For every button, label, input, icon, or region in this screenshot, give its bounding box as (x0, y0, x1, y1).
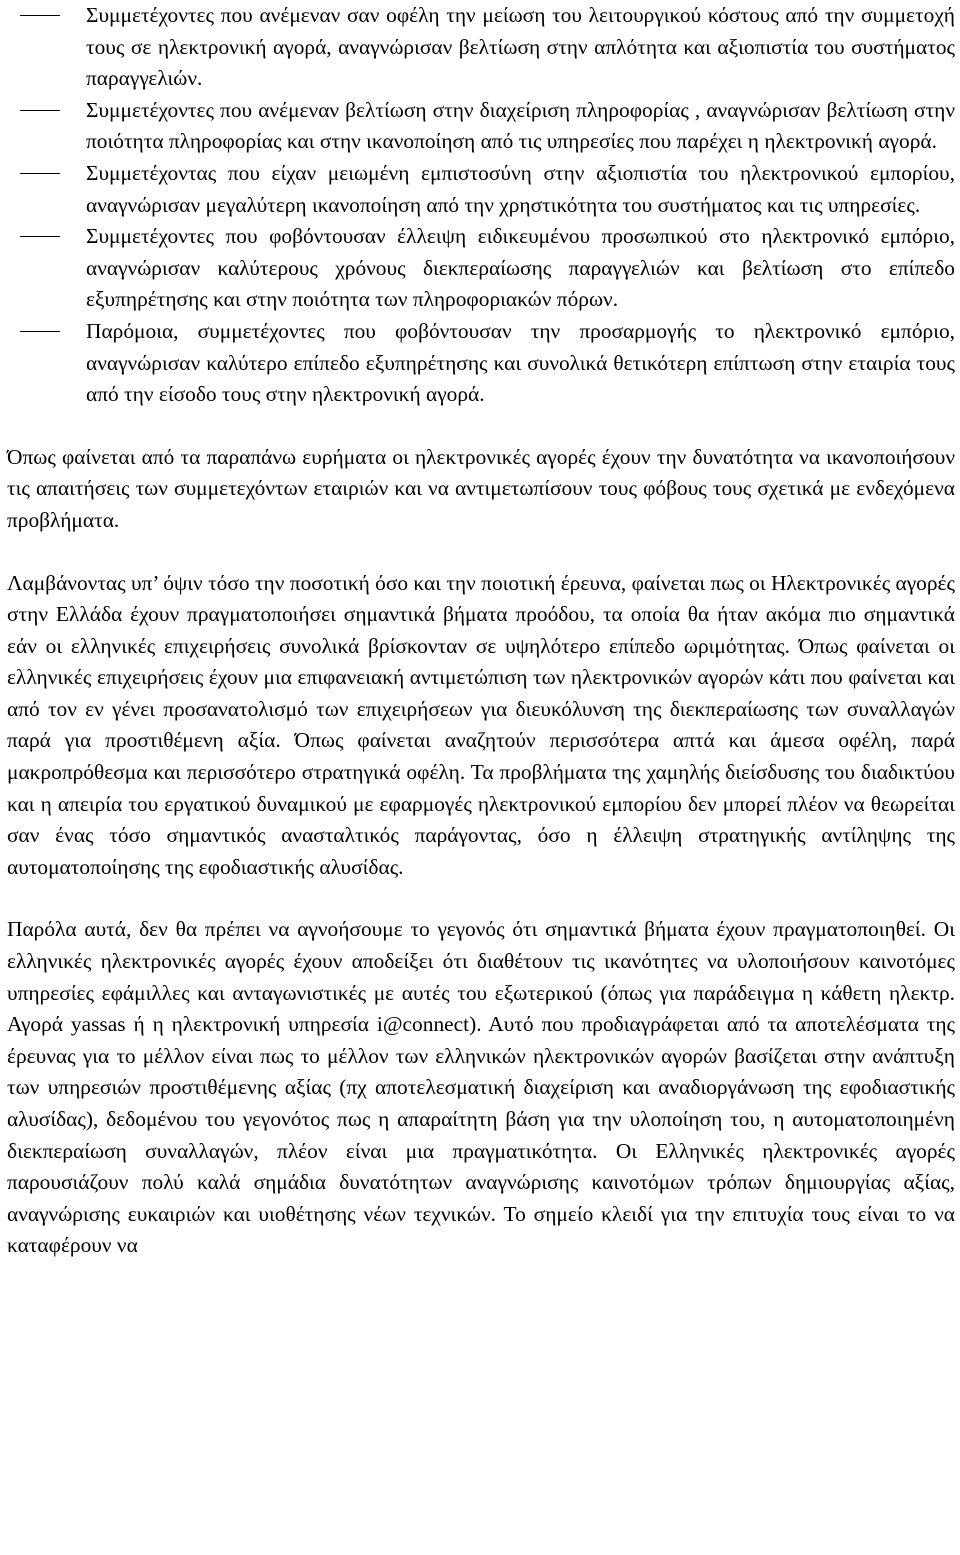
dash-bullet-icon (20, 236, 60, 237)
list-item-text: Συμμετέχοντες που ανέμεναν βελτίωση στην διαχείριση πληροφορίας , αναγνώρισαν βελτίωση στην ποιότητα πληροφορίας και στην ικανοποίηση από τις υπηρεσίες που παρέχει η ηλεκτρονική αγορά. (86, 97, 955, 154)
list-item (7, 158, 955, 221)
dash-bullet-icon (20, 15, 60, 16)
list-item (7, 221, 955, 316)
list-item-text: Παρόμοια, συμμετέχοντες που φοβόντουσαν την προσαρμογής το ηλεκτρονικό εμπόριο, αναγνώρισαν καλύτερο επίπεδο εξυπηρέτησης και συνολικά θετικότερη επίπτωση στην εταιρία τους από την είσοδο τους στην ηλεκτρονική αγορά. (86, 318, 955, 407)
dash-bullet-icon (20, 110, 60, 111)
list-item (7, 0, 955, 95)
maturity-analysis-paragraph: Λαμβάνοντας υπ’ όψιν τόσο την ποσοτική όσο και την ποιοτική έρευνα, φαίνεται πως οι Ηλεκτρονικές αγορές στην Ελλάδα έχουν πραγματοποιήσει σημαντικά βήματα προόδου, τα οποία θα ήταν ακόμα πιο σημαντικά εάν οι ελληνικές επιχειρήσεις συνολικά βρίσκονταν σε υψηλότερο επίπεδο ωριμότητας. Όπως φαίνεται οι ελληνικές επιχειρήσεις έχουν μια επιφανειακή αντιμετώπιση των ηλεκτρονικών αγορών κάτι που φαίνεται και από τον εν γένει προσανατολισμό των επιχειρήσεων για διευκόλυνση της διεκπεραίωσης των συναλλαγών παρά για προστιθέμενη αξία. Όπως φαίνεται αναζητούν περισσότερα απτά και άμεσα οφέλη, παρά μακροπρόθεσμα και περισσότερο στρατηγικά οφέλη. Τα προβλήματα της χαμηλής διείσδυσης του διαδικτύου και η απειρία του εργατικού δυναμικού με εφαρμογές ηλεκτρονικού εμπορίου δεν μπορεί πλέον να θεωρείται σαν ένας τόσο σημαντικός ανασταλτικός παράγοντας, όσο η έλλειψη στρατηγικής αντίληψης της αυτοματοποίησης της εφοδιαστικής αλυσίδας. (7, 570, 955, 879)
findings-summary-paragraph: Όπως φαίνεται από τα παραπάνω ευρήματα οι ηλεκτρονικές αγορές έχουν την δυνατότητα να ικανοποιήσουν τις απαιτήσεις των συμμετεχόντων εταιριών και να αντιμετωπίσουν τους φόβους τους σχετικά με ενδεχόμενα προβλήματα. (7, 444, 955, 532)
list-item-text: Συμμετέχοντες που ανέμεναν σαν οφέλη την μείωση του λειτουργικού κόστους από την συμμετοχή τους σε ηλεκτρονική αγορά, αναγνώρισαν βελτίωση στην απλότητα και αξιοπιστία του συστήματος παραγγελιών. (86, 3, 955, 91)
list-item (7, 316, 955, 411)
findings-list (7, 0, 955, 411)
document-page (7, 0, 955, 1262)
list-item (7, 95, 955, 158)
list-item-text: Συμμετέχοντες που φοβόντουσαν έλλειψη ειδικευμένου προσωπικού στο ηλεκτρονικό εμπόριο, αναγνώρισαν καλύτερους χρόνους διεκπεραίωσης παραγγελιών και βελτίωση στο επίπεδο εξυπηρέτησης και στην ποιότητα των πληροφοριακών πόρων. (86, 224, 955, 312)
dash-bullet-icon (20, 331, 60, 332)
dash-bullet-icon (20, 173, 60, 174)
future-outlook-paragraph: Παρόλα αυτά, δεν θα πρέπει να αγνοήσουμε το γεγονός ότι σημαντικά βήματα έχουν πραγματοποιηθεί. Οι ελληνικές ηλεκτρονικές αγορές έχουν αποδείξει ότι διαθέτουν τις ικανότητες να υλοποιήσουν καινοτόμες υπηρεσίες εφάμιλλες και ανταγωνιστικές με αυτές του εξωτερικού (όπως για παράδειγμα η κάθετη ηλεκτρ. Αγορά yassas ή η ηλεκτρονική υπηρεσία i@connect). Αυτό που προδιαγράφεται από τα αποτελέσματα της έρευνας για το μέλλον είναι πως το μέλλον των ελληνικών ηλεκτρονικών αγορών βασίζεται στην ανάπτυξη των υπηρεσιών προστιθέμενης αξίας (πχ αποτελεσματική διαχείριση και αναδιοργάνωση της εφοδιαστικής αλυσίδας), δεδομένου του γεγονότος πως η απαραίτητη βάση για την υλοποίηση του, η αυτοματοποιημένη διεκπεραίωση συναλλαγών, πλέον είναι μια πραγματικότητα. Οι Ελληνικές ηλεκτρονικές αγορές παρουσιάζουν πολύ καλά σημάδια δυνατότητων αναγνώρισης καινοτόμων τρόπων δημιουργίας αξίας, αναγνώρισης ευκαιριών και υιοθέτησης νέων τεχνικών. Το σημείο κλειδί για την επιτυχία τους είναι το να καταφέρουν να (7, 917, 955, 1258)
list-item-text: Συμμετέχοντας που είχαν μειωμένη εμπιστοσύνη στην αξιοπιστία του ηλεκτρονικού εμπορίου, αναγνώρισαν μεγαλύτερη ικανοποίηση από την χρηστικότητα του συστήματος και τις υπηρεσίες. (86, 160, 955, 217)
